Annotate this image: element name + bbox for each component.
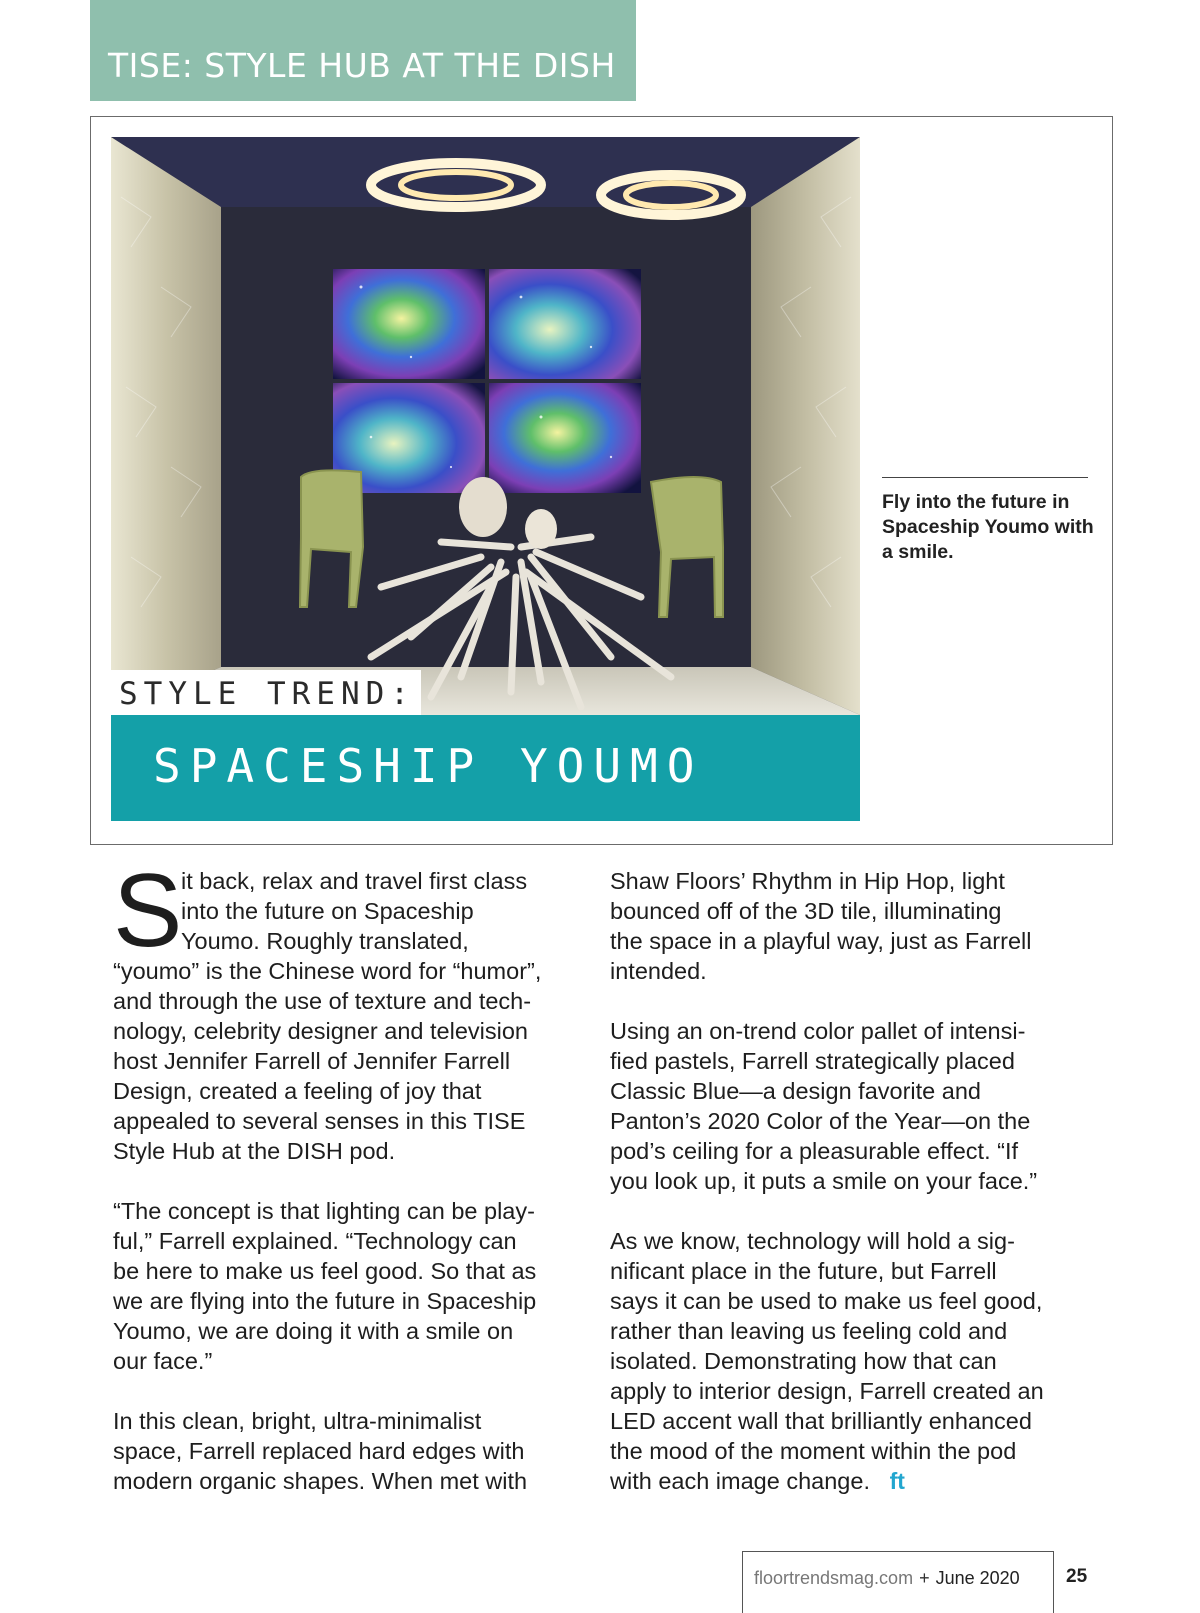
section-header-tab xyxy=(90,0,636,101)
article-paragraph: As we know, technology will hold a sig- nificant place in the future, but Farrell says it can be used to make us feel good, rather than leaving us feeling cold and isolated. Demonstrating how that can apply to interior design, Farrell created an LED accent wall that brilliantly enhanced the mood of the moment within the pod with each image change. xyxy=(610,1228,1044,1494)
spaceship-youmo-photo xyxy=(111,137,860,715)
style-trend-label: STYLE TREND: xyxy=(111,670,421,715)
caption-rule xyxy=(882,477,1088,478)
page-footer xyxy=(742,1551,1054,1613)
pod-interior-illustration xyxy=(111,137,860,715)
section-title: TISE: STYLE HUB AT THE DISH xyxy=(108,46,616,85)
article-paragraph: “The concept is that lighting can be play- ful,” Farrell explained. “Technology can be here to make us feel good. So that as we are flying into the future in Spaceship Youmo, we are doing it with a smile on our face.” xyxy=(113,1198,537,1374)
footer-separator: + xyxy=(919,1568,930,1588)
photo-caption: Fly into the future in Spaceship Youmo with a smile. xyxy=(882,491,1094,563)
drop-cap: S xyxy=(113,853,183,969)
article-paragraph: Using an on-trend color pallet of intensi- fied pastels, Farrell strategically placed Classic Blue—a design favorite and Panton’s 2020 Color of the Year—on the pod’s ceiling for a pleasurable effect. “If you look up, it puts a smile on your face.” xyxy=(610,1018,1038,1194)
footer-site: floortrendsmag.com xyxy=(754,1568,914,1588)
page-number: 25 xyxy=(1066,1566,1088,1587)
article-column-right xyxy=(610,866,1090,1496)
end-mark: ft xyxy=(889,1468,905,1494)
article-paragraph: In this clean, bright, ultra-minimalist space, Farrell replaced hard edges with modern organic shapes. When met with xyxy=(113,1408,528,1494)
article-paragraph-last xyxy=(610,1226,1090,1496)
style-trend-banner: SPACESHIP YOUMO xyxy=(111,715,860,821)
article-paragraph: it back, relax and travel first class into the future on Spaceship Youmo. Roughly translated, “youmo” is the Chinese word for “humor”, and through the use of texture and tech- nology, celebrity designer and television host Jennifer Farrell of Jennifer Farrell Design, created a feeling of joy that appealed to several senses in this TISE Style Hub at the DISH pod. xyxy=(113,868,542,1164)
footer-date: June 2020 xyxy=(935,1568,1020,1588)
article-paragraph: Shaw Floors’ Rhythm in Hip Hop, light bounced off of the 3D tile, illuminating the space in a playful way, just as Farrell intended. xyxy=(610,868,1032,984)
article-column-left xyxy=(113,866,593,1526)
